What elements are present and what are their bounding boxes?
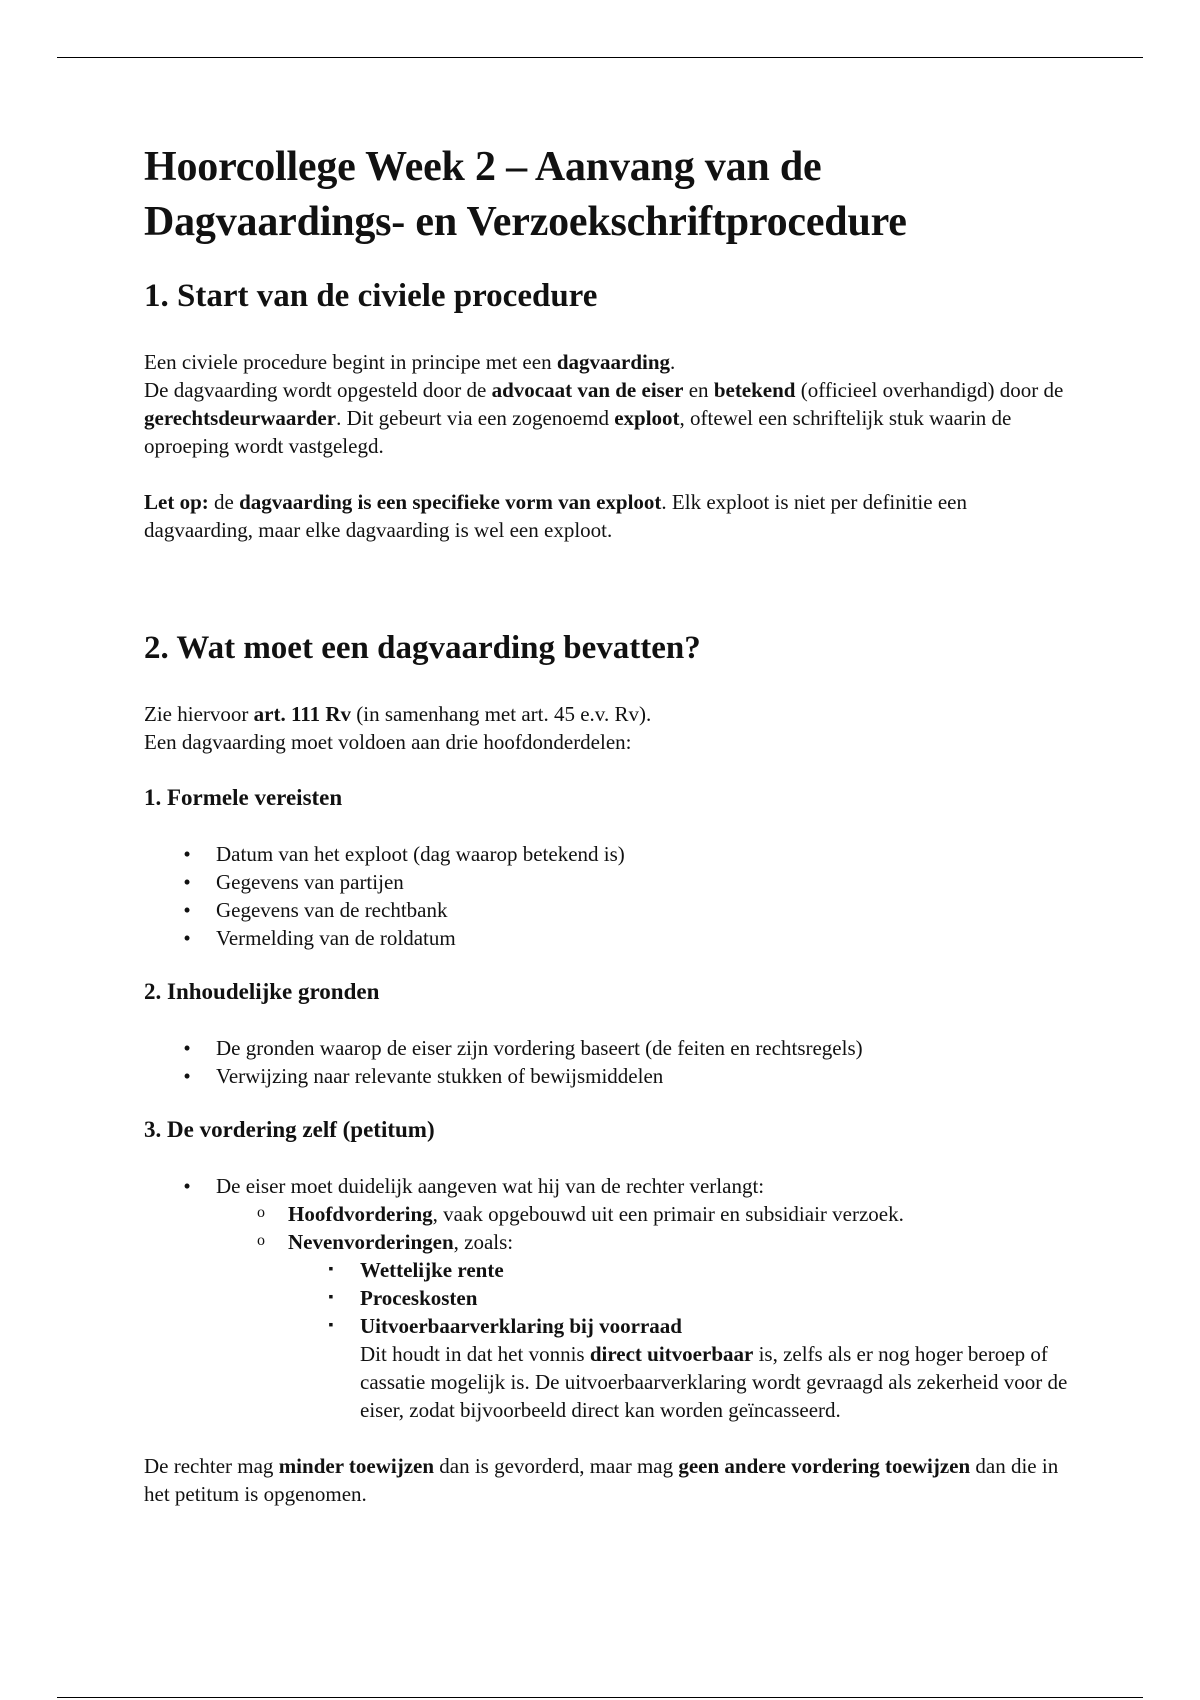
subsection-formele-vereisten: 1. Formele vereisten: [144, 785, 343, 810]
section-1-note: Let op: de dagvaarding is een specifieke vorm van exploot. Elk exploot is niet per definitie een dagvaarding, maar elke dagvaarding is wel een exploot.: [144, 490, 967, 542]
nevenvorderingen-list: [288, 1256, 1074, 1424]
list-item-uitvoerbaarverklaring: ▪ Uitvoerbaarverklaring bij voorraad Dit houdt in dat het vonnis direct uitvoerbaar is, zelfs als er nog hoger beroep of cassatie mogelijk is. De uitvoerbaarverklaring wordt gevraagd als zekerheid voor de eiser, zodat bijvoorbeeld direct kan worden geïncasseerd.: [328, 1314, 1068, 1422]
subsection-inhoudelijke-gronden: 2. Inhoudelijke gronden: [144, 979, 380, 1004]
section-2-intro-2: Een dagvaarding moet voldoen aan drie hoofdonderdelen:: [144, 730, 632, 754]
top-rule: [57, 57, 1143, 58]
list-item-nevenvorderingen: o Nevenvorderingen, zoals: ▪ Wettelijke rente ▪ Proceskosten ▪ Uitvoerbaarverklaring bij voorraad Dit houdt in dat het vonnis direct uitvoerbaar is, zelfs als er nog hoger beroep of cassatie mogelijk is. De uitvoerbaarverklaring wordt gevraagd als zekerheid voor de eiser, zodat bijvoorbeeld direct kan worden geïncasseerd.: [288, 1228, 1074, 1424]
petitum-list: [144, 1172, 1074, 1424]
section-2-heading: 2. Wat moet een dagvaarding bevatten?: [144, 630, 701, 666]
section-2-intro-1: Zie hiervoor art. 111 Rv (in samenhang met art. 45 e.v. Rv).: [144, 702, 652, 726]
list-item: • Gegevens van partijen: [183, 870, 404, 894]
list-item: ▪ Proceskosten: [328, 1286, 478, 1310]
list-item: • Gegevens van de rechtbank: [183, 898, 448, 922]
petitum-sublist: [216, 1200, 1074, 1424]
formele-vereisten-list: [144, 840, 1074, 952]
list-item: • Verwijzing naar relevante stukken of bewijsmiddelen: [183, 1064, 664, 1088]
subsection-vordering-petitum: 3. De vordering zelf (petitum): [144, 1117, 435, 1142]
inhoudelijke-gronden-list: [144, 1034, 1074, 1090]
list-item: • De gronden waarop de eiser zijn vordering baseert (de feiten en rechtsregels): [183, 1036, 863, 1060]
section-1-paragraph-1: Een civiele procedure begint in principe met een dagvaarding.: [144, 350, 676, 374]
section-1-paragraph-2: De dagvaarding wordt opgesteld door de advocaat van de eiser en betekend (officieel overhandigd) door de gerechtsdeurwaarder. Dit gebeurt via een zogenoemd exploot, oftewel een schriftelijk stuk waarin de oproeping wordt vastgelegd.: [144, 378, 1064, 458]
list-item-hoofdvordering: o Hoofdvordering, vaak opgebouwd uit een primair en subsidiair verzoek.: [257, 1202, 904, 1226]
document-title: Hoorcollege Week 2 – Aanvang van de Dagvaardings- en Verzoekschriftprocedure: [144, 144, 907, 245]
list-item: • Datum van het exploot (dag waarop betekend is): [183, 842, 625, 866]
bottom-rule: [57, 1697, 1143, 1698]
section-1-heading: 1. Start van de civiele procedure: [144, 278, 598, 314]
list-item: • Vermelding van de roldatum: [183, 926, 456, 950]
list-item: • De eiser moet duidelijk aangeven wat hij van de rechter verlangt: o Hoofdvordering, vaak opgebouwd uit een primair en subsidiair verzoek. o Nevenvorderingen, zoals: ▪ Wettelijke rente ▪ Proceskosten ▪ Uitvoerbaarverklaring bij voorraad Dit houdt in dat het vonnis direct uitvoerbaar is, zelfs als er nog hoger beroep of cassatie mogelijk is. De uitvoerbaarverklaring wordt gevraagd als zekerheid voor de eiser, zodat bijvoorbeeld direct kan worden geïncasseerd.: [216, 1172, 1074, 1424]
list-item: ▪ Wettelijke rente: [328, 1258, 504, 1282]
document-body: [144, 140, 1074, 1508]
closing-paragraph: De rechter mag minder toewijzen dan is gevorderd, maar mag geen andere vordering toewijzen dan die in het petitum is opgenomen.: [144, 1454, 1059, 1506]
